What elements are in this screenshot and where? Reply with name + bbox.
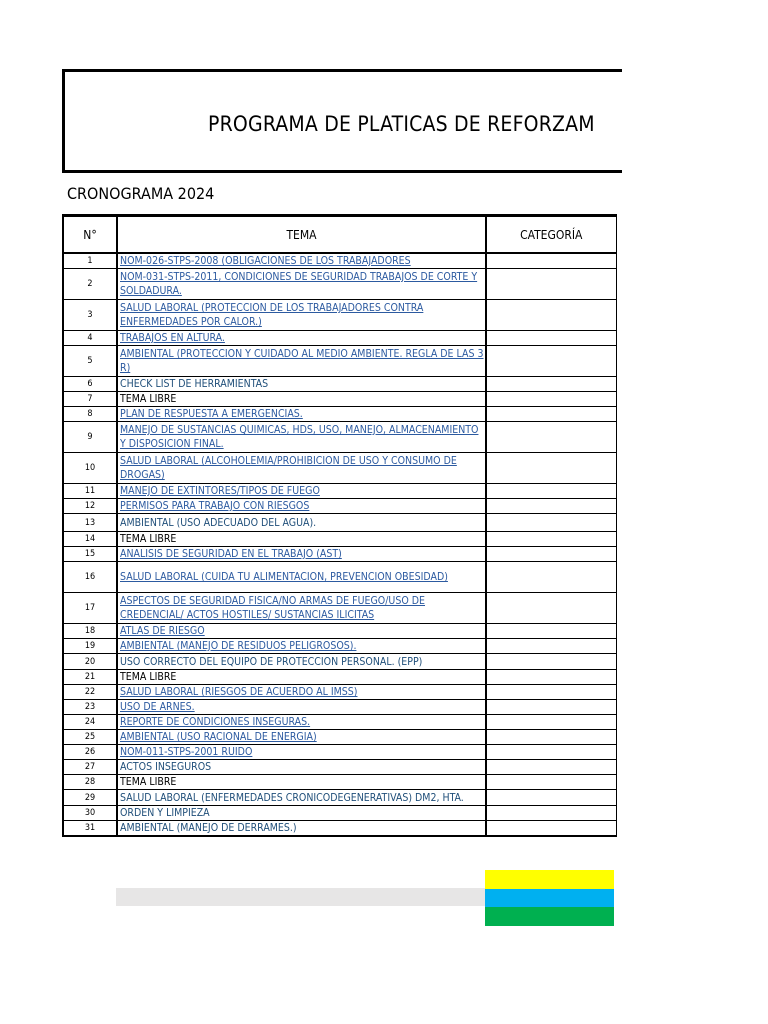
row-categoria[interactable]: [486, 392, 616, 407]
table-row: [63, 377, 616, 392]
row-categoria[interactable]: [486, 253, 616, 269]
row-tema[interactable]: [117, 499, 486, 514]
table-row: [63, 685, 616, 700]
column-header-number: N°: [63, 216, 117, 254]
row-tema[interactable]: [117, 407, 486, 422]
schedule-subtitle: CRONOGRAMA 2024: [67, 184, 215, 203]
row-categoria[interactable]: [486, 346, 616, 377]
table-row: [63, 562, 616, 593]
table-row: [63, 407, 616, 422]
row-tema[interactable]: [117, 685, 486, 700]
row-number: 14: [63, 532, 117, 547]
tema-link[interactable]: AMBIENTAL (MANEJO DE RESIDUOS PELIGROSOS).: [120, 640, 357, 652]
row-number: 21: [63, 670, 117, 685]
row-number: 29: [63, 790, 117, 806]
row-number: 28: [63, 775, 117, 790]
table-row: [63, 654, 616, 670]
table-row: [63, 269, 616, 300]
row-categoria[interactable]: [486, 624, 616, 639]
row-categoria[interactable]: [486, 654, 616, 670]
table-row: [63, 331, 616, 346]
row-categoria[interactable]: [486, 484, 616, 499]
table-row: [63, 775, 616, 790]
row-categoria[interactable]: [486, 639, 616, 654]
schedule-table-wrap: [62, 214, 615, 837]
row-number: 1: [63, 253, 117, 269]
tema-text: TEMA LIBRE: [120, 533, 177, 545]
row-tema: [117, 806, 486, 821]
row-tema: [117, 670, 486, 685]
table-row: [63, 670, 616, 685]
row-number: 30: [63, 806, 117, 821]
tema-link[interactable]: TRABAJOS EN ALTURA.: [120, 332, 225, 344]
row-categoria[interactable]: [486, 806, 616, 821]
tema-link[interactable]: NOM-026-STPS-2008 (OBLIGACIONES DE LOS TRABAJADORES: [120, 255, 411, 267]
tema-text: TEMA LIBRE: [120, 776, 177, 788]
tema-link[interactable]: REPORTE DE CONDICIONES INSEGURAS.: [120, 716, 311, 728]
row-categoria[interactable]: [486, 775, 616, 790]
row-categoria[interactable]: [486, 499, 616, 514]
tema-link[interactable]: ATLAS DE RIESGO: [120, 625, 205, 637]
tema-text: CHECK LIST DE HERRAMIENTAS: [120, 378, 269, 390]
table-row: [63, 639, 616, 654]
table-row: [63, 346, 616, 377]
row-categoria[interactable]: [486, 422, 616, 453]
schedule-table: [62, 214, 617, 837]
column-header-tema: TEMA: [117, 216, 486, 254]
tema-link[interactable]: NOM-031-STPS-2011, CONDICIONES DE SEGURIDAD TRABAJOS DE CORTE Y SOLDADURA.: [120, 271, 478, 297]
row-number: 4: [63, 331, 117, 346]
row-categoria[interactable]: [486, 547, 616, 562]
row-tema: [117, 821, 486, 837]
row-tema[interactable]: [117, 484, 486, 499]
row-categoria[interactable]: [486, 532, 616, 547]
row-categoria[interactable]: [486, 377, 616, 392]
tema-text: ACTOS INSEGUROS: [120, 761, 212, 773]
table-row: [63, 532, 616, 547]
column-header-categoria: CATEGORÍA: [486, 216, 616, 254]
row-tema: [117, 532, 486, 547]
table-body: [63, 253, 616, 836]
tema-link[interactable]: MANEJO DE SUSTANCIAS QUIMICAS, HDS, USO, MANEJO, ALMACENAMIENTO Y DISPOSICION FINAL.: [120, 424, 479, 450]
row-tema[interactable]: [117, 453, 486, 484]
tema-link[interactable]: AMBIENTAL (PROTECCION Y CUIDADO AL MEDIO AMBIENTE. REGLA DE LAS 3 R): [120, 348, 484, 374]
row-tema: [117, 775, 486, 790]
tema-text: AMBIENTAL (USO ADECUADO DEL AGUA).: [120, 516, 317, 529]
row-number: 22: [63, 685, 117, 700]
tema-link[interactable]: AMBIENTAL (USO RACIONAL DE ENERGIA): [120, 731, 317, 743]
row-number: 12: [63, 499, 117, 514]
tema-text: SALUD LABORAL (ENFERMEDADES CRONICODEGENERATIVAS) DM2, HTA.: [120, 791, 464, 804]
row-categoria[interactable]: [486, 670, 616, 685]
row-number: 27: [63, 760, 117, 775]
row-number: 11: [63, 484, 117, 499]
row-number: 7: [63, 392, 117, 407]
row-tema[interactable]: [117, 624, 486, 639]
tema-text: TEMA LIBRE: [120, 671, 177, 683]
row-categoria[interactable]: [486, 790, 616, 806]
row-tema[interactable]: [117, 331, 486, 346]
row-categoria[interactable]: [486, 593, 616, 624]
row-number: 3: [63, 300, 117, 331]
row-tema: [117, 377, 486, 392]
row-categoria[interactable]: [486, 745, 616, 760]
row-categoria[interactable]: [486, 700, 616, 715]
row-number: 5: [63, 346, 117, 377]
row-categoria[interactable]: [486, 821, 616, 837]
row-tema: [117, 790, 486, 806]
tema-link[interactable]: PLAN DE RESPUESTA A EMERGENCIAS.: [120, 408, 303, 420]
tema-link[interactable]: SALUD LABORAL (ALCOHOLEMIA/PROHIBICION DE USO Y CONSUMO DE DROGAS): [120, 455, 457, 481]
row-number: 10: [63, 453, 117, 484]
row-number: 23: [63, 700, 117, 715]
tema-text: AMBIENTAL (MANEJO DE DERRAMES.): [120, 822, 297, 834]
row-tema[interactable]: [117, 562, 486, 593]
row-categoria[interactable]: [486, 730, 616, 745]
row-tema[interactable]: [117, 639, 486, 654]
row-tema: [117, 392, 486, 407]
table-row: [63, 547, 616, 562]
tema-link[interactable]: USO DE ARNES.: [120, 701, 195, 713]
row-categoria[interactable]: [486, 269, 616, 300]
row-tema[interactable]: [117, 547, 486, 562]
tema-link[interactable]: NOM-011-STPS-2001 RUIDO: [120, 746, 253, 758]
row-tema[interactable]: [117, 422, 486, 453]
table-row: [63, 806, 616, 821]
table-row: [63, 422, 616, 453]
legend-swatch-yellow: [485, 870, 614, 889]
tema-link[interactable]: SALUD LABORAL (CUIDA TU ALIMENTACION, PREVENCION OBESIDAD): [120, 571, 448, 583]
tema-link[interactable]: PERMISOS PARA TRABAJO CON RIESGOS: [120, 500, 310, 512]
row-number: 19: [63, 639, 117, 654]
table-row: [63, 624, 616, 639]
row-number: 24: [63, 715, 117, 730]
tema-link[interactable]: SALUD LABORAL (RIESGOS DE ACUERDO AL IMSS): [120, 686, 358, 698]
row-number: 15: [63, 547, 117, 562]
row-tema[interactable]: [117, 700, 486, 715]
tema-text: USO CORRECTO DEL EQUIPO DE PROTECCION PERSONAL. (EPP): [120, 655, 423, 668]
row-categoria[interactable]: [486, 685, 616, 700]
row-number: 20: [63, 654, 117, 670]
row-categoria[interactable]: [486, 453, 616, 484]
row-categoria[interactable]: [486, 331, 616, 346]
row-number: 2: [63, 269, 117, 300]
legend-gray-bar: [116, 888, 485, 906]
table-row: [63, 730, 616, 745]
row-number: 17: [63, 593, 117, 624]
row-number: 31: [63, 821, 117, 837]
tema-text: ORDEN Y LIMPIEZA: [120, 807, 210, 819]
row-tema[interactable]: [117, 745, 486, 760]
row-number: 6: [63, 377, 117, 392]
row-number: 26: [63, 745, 117, 760]
row-categoria[interactable]: [486, 562, 616, 593]
header-box: [62, 69, 622, 173]
row-number: 9: [63, 422, 117, 453]
table-row: [63, 700, 616, 715]
row-tema[interactable]: [117, 269, 486, 300]
row-categoria[interactable]: [486, 514, 616, 532]
table-row: [63, 821, 616, 837]
table-row: [63, 253, 616, 269]
table-row: [63, 593, 616, 624]
legend-swatch-blue: [485, 889, 614, 908]
row-number: 25: [63, 730, 117, 745]
row-categoria[interactable]: [486, 760, 616, 775]
row-tema[interactable]: [117, 346, 486, 377]
table-row: [63, 484, 616, 499]
row-categoria[interactable]: [486, 407, 616, 422]
table-row: [63, 715, 616, 730]
tema-link[interactable]: MANEJO DE EXTINTORES/TIPOS DE FUEGO: [120, 485, 320, 497]
table-row: [63, 499, 616, 514]
row-tema: [117, 760, 486, 775]
row-tema[interactable]: [117, 730, 486, 745]
row-number: 16: [63, 562, 117, 593]
row-number: 13: [63, 514, 117, 532]
table-row: [63, 745, 616, 760]
row-number: 18: [63, 624, 117, 639]
row-tema[interactable]: [117, 593, 486, 624]
row-tema[interactable]: [117, 300, 486, 331]
legend-swatch-green: [485, 907, 614, 926]
row-tema: [117, 514, 486, 532]
table-row: [63, 790, 616, 806]
table-row: [63, 514, 616, 532]
row-number: 8: [63, 407, 117, 422]
table-row: [63, 453, 616, 484]
page-title: PROGRAMA DE PLATICAS DE REFORZAM: [208, 112, 595, 136]
tema-text: TEMA LIBRE: [120, 393, 177, 405]
row-tema: [117, 654, 486, 670]
tema-link[interactable]: ASPECTOS DE SEGURIDAD FISICA/NO ARMAS DE FUEGO/USO DE CREDENCIAL/ ACTOS HOSTILES/ SUSTANCIAS ILICITAS: [120, 595, 426, 621]
table-header-row: [63, 216, 616, 254]
table-row: [63, 300, 616, 331]
row-categoria[interactable]: [486, 715, 616, 730]
tema-link[interactable]: SALUD LABORAL (PROTECCION DE LOS TRABAJADORES CONTRA ENFERMEDADES POR CALOR.): [120, 302, 424, 328]
row-tema[interactable]: [117, 715, 486, 730]
tema-link[interactable]: ANALISIS DE SEGURIDAD EN EL TRABAJO (AST): [120, 548, 342, 560]
row-tema[interactable]: [117, 253, 486, 269]
table-row: [63, 392, 616, 407]
row-categoria[interactable]: [486, 300, 616, 331]
table-row: [63, 760, 616, 775]
